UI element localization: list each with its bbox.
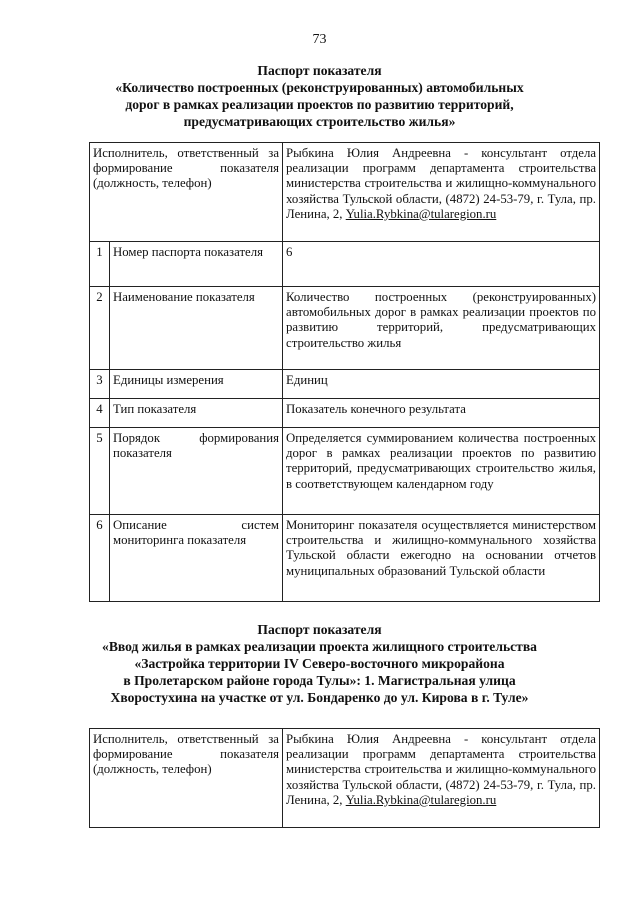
passport2-executor-row (90, 729, 600, 828)
row-value: Показатель конечного результата (283, 399, 600, 428)
executor-value (283, 729, 600, 828)
passport2-table (89, 728, 600, 828)
row-number: 4 (90, 399, 110, 428)
row-value: 6 (283, 242, 600, 287)
passport1-title (60, 62, 579, 130)
row-label: Единицы измерения (110, 370, 283, 399)
passport1-executor-row (90, 143, 600, 242)
passport1-subtitle-line: «Количество построенных (реконструированных) автомобильных (115, 80, 524, 95)
executor-value (283, 143, 600, 242)
row-label: Тип показателя (110, 399, 283, 428)
passport1-subtitle-line: дорог в рамках реализации проектов по развитию территорий, (125, 97, 514, 112)
row-value: Единиц (283, 370, 600, 399)
row-number: 6 (90, 515, 110, 602)
row-label: Порядок формирования показателя (110, 428, 283, 515)
passport1-heading: Паспорт показателя (257, 63, 382, 78)
passport1-subtitle-line: предусматривающих строительство жилья» (183, 114, 456, 129)
passport1-table (89, 142, 600, 602)
passport2-subtitle-line: Хворостухина на участке от ул. Бондаренко до ул. Кирова в г. Туле» (110, 690, 529, 705)
executor-email-link[interactable]: Yulia.Rybkina@tularegion.ru (345, 206, 497, 221)
passport2-subtitle-line: в Пролетарском районе города Тулы»: 1. Магистральная улица (123, 673, 516, 688)
passport2-title (60, 621, 579, 706)
executor-label: Исполнитель, ответственный за формирование показателя (должность, телефон) (90, 729, 283, 828)
table-row (90, 287, 600, 370)
row-label: Номер паспорта показателя (110, 242, 283, 287)
table-row (90, 428, 600, 515)
page-number: 73 (312, 32, 327, 47)
table-row (90, 370, 600, 399)
row-number: 3 (90, 370, 110, 399)
table-row (90, 399, 600, 428)
passport2-subtitle-line: «Застройка территории IV Северо-восточного микрорайона (134, 656, 505, 671)
executor-email-link[interactable]: Yulia.Rybkina@tularegion.ru (345, 792, 497, 807)
row-value: Определяется суммированием количества построенных дорог в рамках реализации проектов по развитию территорий, предусматривающих строительство жилья, в соответствующем календарном году (283, 428, 600, 515)
executor-contact: Рыбкина Юлия Андреевна - консультант отдела реализации программ департамента строительства министерства строительства и жилищно-коммунального хозяйства Тульской области, (4872) 24-53-79, г. Тула, пр. Ленина, 2, (286, 146, 597, 221)
row-label: Описание систем мониторинга показателя (110, 515, 283, 602)
row-value: Мониторинг показателя осуществляется министерством строительства и жилищно-коммунального хозяйства Тульской области ежегодно на основании отчетов муниципальных образований Тульской области (283, 515, 600, 602)
executor-contact: Рыбкина Юлия Андреевна - консультант отдела реализации программ департамента строительства министерства строительства и жилищно-коммунального хозяйства Тульской области, (4872) 24-53-79, г. Тула, пр. Ленина, 2, (286, 732, 596, 807)
passport2-heading: Паспорт показателя (257, 622, 382, 637)
table-row (90, 242, 600, 287)
row-value: Количество построенных (реконструированных) автомобильных дорог в рамках реализации проектов по развитию территорий, предусматривающих строительство жилья (283, 287, 600, 370)
table-row (90, 515, 600, 602)
row-number: 1 (90, 242, 110, 287)
executor-label: Исполнитель, ответственный за формирование показателя (должность, телефон) (90, 143, 283, 242)
row-number: 2 (90, 287, 110, 370)
passport2-subtitle-line: «Ввод жилья в рамках реализации проекта жилищного строительства (102, 639, 537, 654)
row-label: Наименование показателя (110, 287, 283, 370)
row-number: 5 (90, 428, 110, 515)
